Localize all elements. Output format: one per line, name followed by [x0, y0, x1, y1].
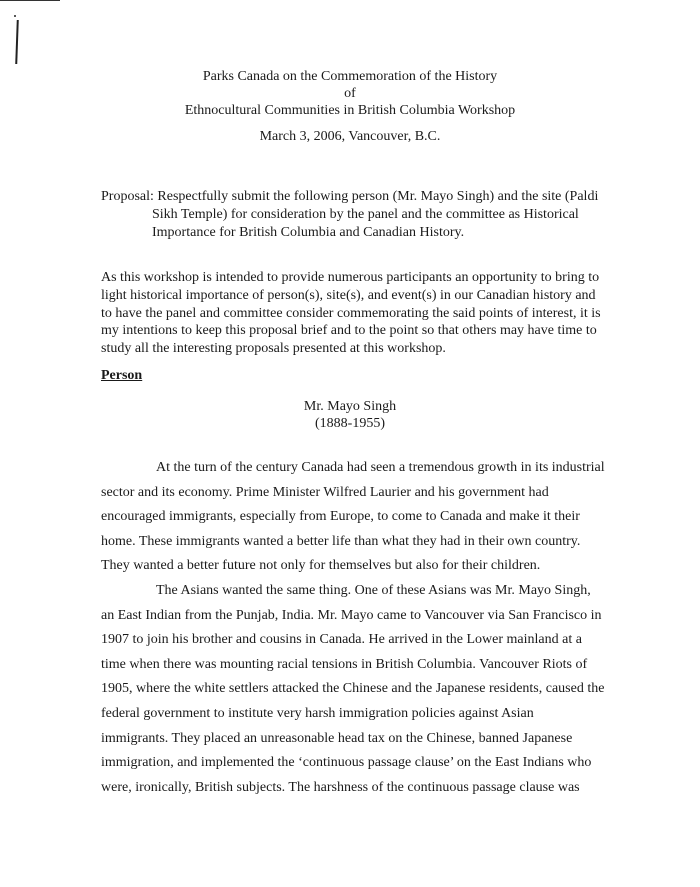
biography-text — [101, 456, 621, 800]
intro-line: to have the panel and committee consider commemorating the said points of interest, it is — [101, 305, 601, 321]
body-line: The Asians wanted the same thing. One of these Asians was Mr. Mayo Singh, — [156, 582, 591, 598]
proposal-paragraph — [101, 188, 599, 242]
document-title — [0, 68, 700, 119]
body-line: home. These immigrants wanted a better life than what they had in their own country. — [101, 533, 581, 549]
body-line: federal government to institute very harsh immigration policies against Asian — [101, 705, 534, 721]
intro-line: As this workshop is intended to provide numerous participants an opportunity to bring to — [101, 270, 600, 285]
body-line: encouraged immigrants, especially from Europe, to come to Canada and make it their — [101, 509, 580, 525]
title-line-2: of — [344, 86, 356, 101]
proposal-line: Sikh Temple) for consideration by the panel and the committee as Historical — [152, 207, 579, 222]
body-line: immigration, and implemented the ‘continuous passage clause’ on the East Indians who — [101, 755, 592, 771]
scan-dot-mark — [14, 15, 16, 17]
body-line: 1907 to join his brother and cousins in Canada. He arrived in the Lower mainland at a — [101, 632, 582, 648]
body-line: time when there was mounting racial tensions in British Columbia. Vancouver Riots of — [101, 656, 588, 672]
intro-line: my intentions to keep this proposal brief and to the point so that others may have time to — [101, 323, 597, 339]
title-line-3: Ethnocultural Communities in British Columbia Workshop — [184, 103, 516, 118]
body-line: sector and its economy. Prime Minister Wilfred Laurier and his government had — [101, 484, 549, 500]
title-line-1: Parks Canada on the Commemoration of the History — [202, 69, 498, 84]
body-line: At the turn of the century Canada had seen a tremendous growth in its industrial — [156, 460, 605, 475]
proposal-line: Importance for British Columbia and Canadian History. — [152, 225, 465, 240]
intro-line: light historical importance of person(s), site(s), and event(s) in our Canadian history and — [101, 287, 596, 303]
person-name-block — [0, 398, 700, 432]
proposal-line: Proposal: Respectfully submit the following person (Mr. Mayo Singh) and the site (Paldi — [101, 189, 599, 204]
intro-paragraph — [101, 269, 621, 358]
body-line: 1905, where the white settlers attacked the Chinese and the Japanese residents, caused the — [101, 681, 605, 697]
body-line: an East Indian from the Punjab, India. Mr. Mayo came to Vancouver via San Francisco in — [101, 607, 602, 623]
section-heading-person: Person — [101, 368, 143, 383]
intro-line: study all the interesting proposals presented at this workshop. — [101, 341, 446, 357]
body-line: were, ironically, British subjects. The harshness of the continuous passage clause was — [101, 779, 580, 795]
person-years: (1888-1955) — [315, 416, 385, 431]
workshop-date: March 3, 2006, Vancouver, B.C. — [259, 129, 441, 144]
scan-vertical-mark — [15, 20, 19, 64]
person-name: Mr. Mayo Singh — [303, 399, 397, 414]
body-line: immigrants. They placed an unreasonable head tax on the Chinese, banned Japanese — [101, 730, 573, 746]
scan-edge-line — [0, 0, 60, 1]
body-line: They wanted a better future not only for themselves but also for their children. — [101, 558, 541, 574]
